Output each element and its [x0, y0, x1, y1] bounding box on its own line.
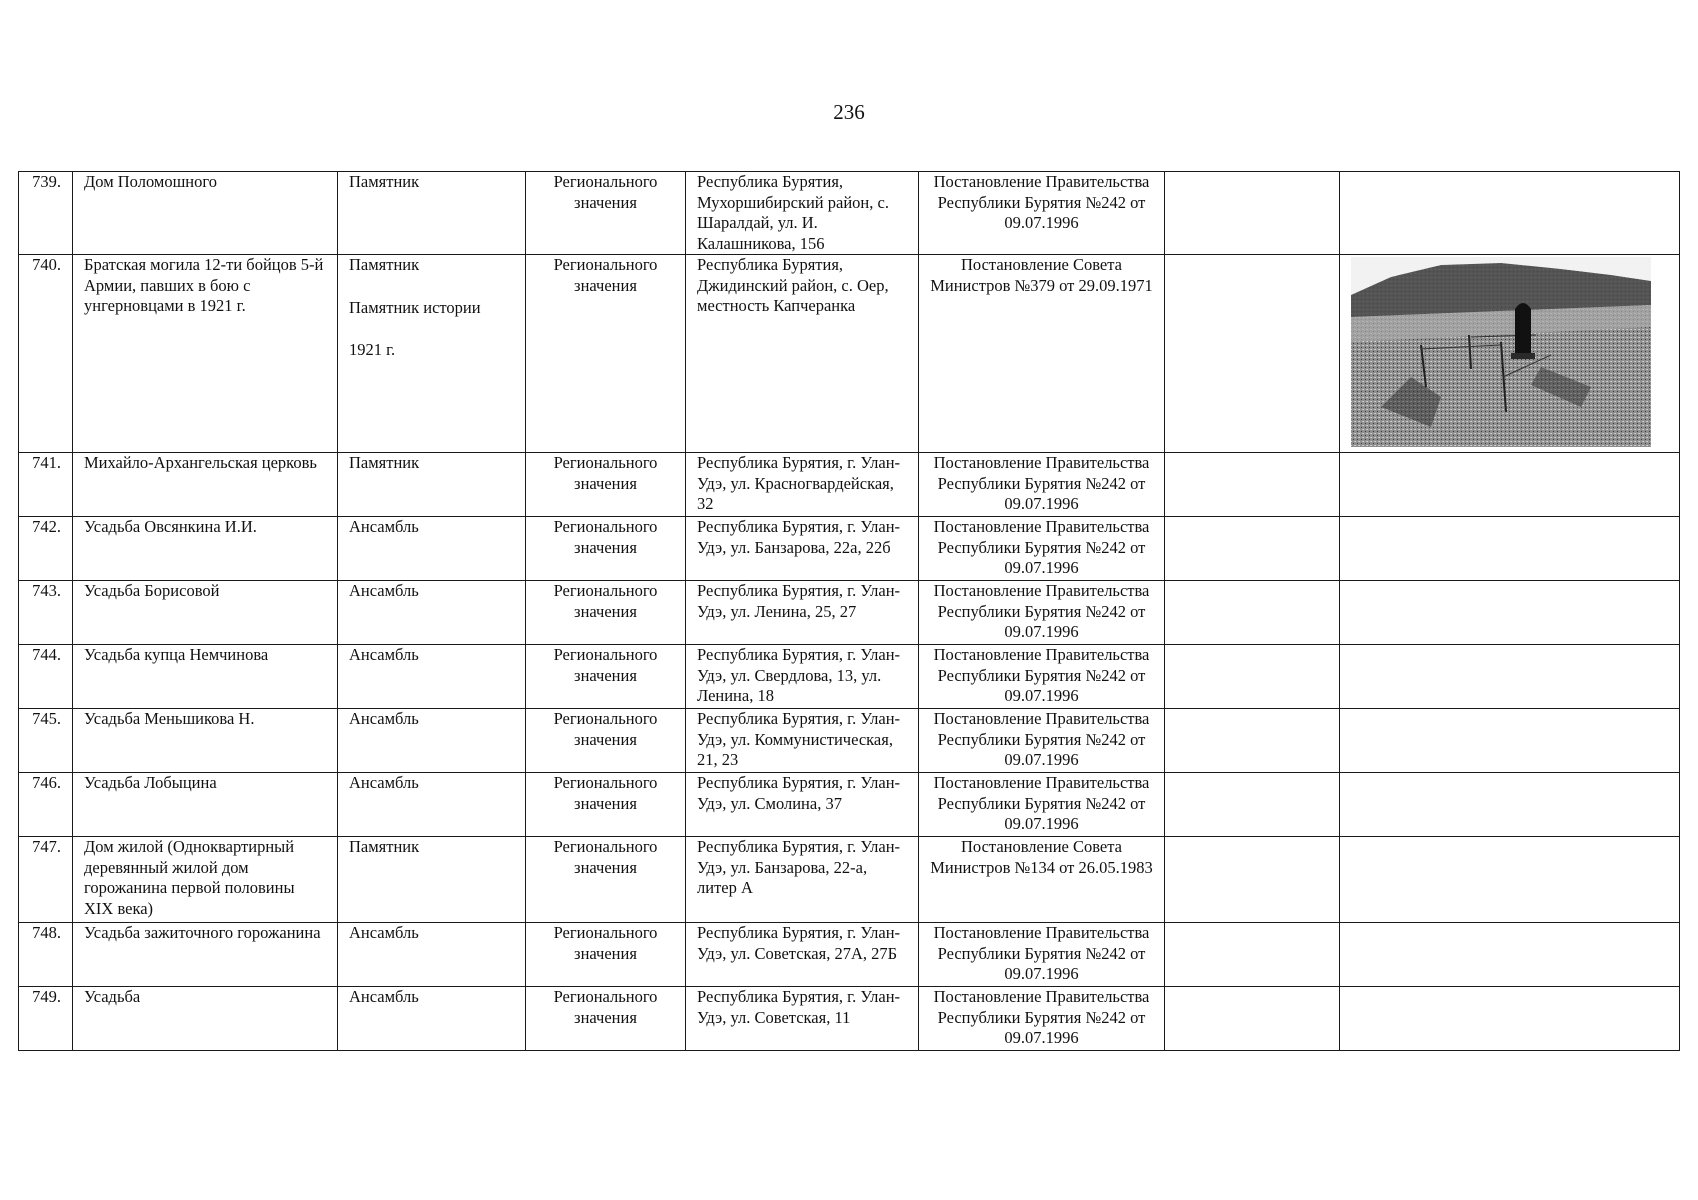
- table-row: [19, 773, 1680, 837]
- significance: Регионального значения: [526, 581, 686, 645]
- type-line: Памятник истории: [349, 297, 481, 317]
- type-line: Ансамбль: [349, 581, 419, 600]
- object-type: [338, 645, 526, 709]
- column-7-cell: [1165, 837, 1340, 923]
- address: Республика Бурятия, Джидинский район, с. Оер, местность Капчеранка: [686, 255, 919, 453]
- object-name: Усадьба Лобыцина: [73, 773, 338, 837]
- legal-document: Постановление Правительства Республики Бурятия №242 от 09.07.1996: [919, 923, 1165, 987]
- type-line: Памятник: [349, 255, 420, 274]
- object-type: [338, 453, 526, 517]
- object-type: [338, 987, 526, 1051]
- table-row: [19, 255, 1680, 453]
- legal-document: Постановление Правительства Республики Бурятия №242 от 09.07.1996: [919, 581, 1165, 645]
- object-name: Дом Поломошного: [73, 172, 338, 255]
- legal-document: Постановление Совета Министров №134 от 26.05.1983: [919, 837, 1165, 923]
- address: Республика Бурятия, г. Улан-Удэ, ул. Советская, 11: [686, 987, 919, 1051]
- type-line: Ансамбль: [349, 987, 419, 1006]
- row-number: 739.: [19, 172, 73, 255]
- significance: Регионального значения: [526, 987, 686, 1051]
- column-7-cell: [1165, 453, 1340, 517]
- table-row: [19, 517, 1680, 581]
- legal-document: Постановление Правительства Республики Бурятия №242 от 09.07.1996: [919, 773, 1165, 837]
- photo-cell: [1340, 581, 1680, 645]
- object-name: Усадьба: [73, 987, 338, 1051]
- address: Республика Бурятия, г. Улан-Удэ, ул. Советская, 27А, 27Б: [686, 923, 919, 987]
- table-row: [19, 645, 1680, 709]
- address: Республика Бурятия, г. Улан-Удэ, ул. Ленина, 25, 27: [686, 581, 919, 645]
- column-7-cell: [1165, 923, 1340, 987]
- object-name: Усадьба Меньшикова Н.: [73, 709, 338, 773]
- column-7-cell: [1165, 255, 1340, 453]
- photo-cell: [1340, 987, 1680, 1051]
- row-number: 745.: [19, 709, 73, 773]
- address: Республика Бурятия, г. Улан-Удэ, ул. Банзарова, 22-а, литер А: [686, 837, 919, 923]
- column-7-cell: [1165, 581, 1340, 645]
- legal-document: Постановление Правительства Республики Бурятия №242 от 09.07.1996: [919, 172, 1165, 255]
- legal-document: Постановление Совета Министров №379 от 29.09.1971: [919, 255, 1165, 453]
- photo-cell: [1340, 923, 1680, 987]
- page-number: 236: [833, 100, 865, 124]
- type-line: Памятник: [349, 837, 420, 856]
- legal-document: Постановление Правительства Республики Бурятия №242 от 09.07.1996: [919, 453, 1165, 517]
- photo-cell: [1340, 837, 1680, 923]
- type-line: Памятник: [349, 453, 420, 472]
- row-number: 746.: [19, 773, 73, 837]
- memorial-photo: [1351, 257, 1651, 447]
- object-name: Усадьба Овсянкина И.И.: [73, 517, 338, 581]
- photo-cell: [1340, 255, 1680, 453]
- table-row: [19, 172, 1680, 255]
- significance: Регионального значения: [526, 923, 686, 987]
- table-body: [19, 172, 1680, 1051]
- address: Республика Бурятия, г. Улан-Удэ, ул. Свердлова, 13, ул. Ленина, 18: [686, 645, 919, 709]
- table-row: [19, 581, 1680, 645]
- type-line: Ансамбль: [349, 709, 419, 728]
- address: Республика Бурятия, Мухоршибирский район, с. Шаралдай, ул. И. Калашникова, 156: [686, 172, 919, 255]
- type-line: Памятник: [349, 172, 420, 191]
- table-row: [19, 837, 1680, 923]
- photo-cell: [1340, 517, 1680, 581]
- legal-document: Постановление Правительства Республики Бурятия №242 от 09.07.1996: [919, 987, 1165, 1051]
- object-name: Усадьба Борисовой: [73, 581, 338, 645]
- legal-document: Постановление Правительства Республики Бурятия №242 от 09.07.1996: [919, 517, 1165, 581]
- address: Республика Бурятия, г. Улан-Удэ, ул. Коммунистическая, 21, 23: [686, 709, 919, 773]
- memorial-photo-image: [1351, 257, 1651, 447]
- object-name: Братская могила 12-ти бойцов 5-й Армии, павших в бою с унгерновцами в 1921 г.: [73, 255, 338, 453]
- significance: Регионального значения: [526, 172, 686, 255]
- object-type: [338, 172, 526, 255]
- heritage-registry-table: [18, 171, 1680, 1051]
- table-row: [19, 709, 1680, 773]
- address: Республика Бурятия, г. Улан-Удэ, ул. Банзарова, 22а, 22б: [686, 517, 919, 581]
- column-7-cell: [1165, 517, 1340, 581]
- object-type: [338, 581, 526, 645]
- significance: Регионального значения: [526, 255, 686, 453]
- object-type: [338, 255, 526, 453]
- address: Республика Бурятия, г. Улан-Удэ, ул. Красногвардейская, 32: [686, 453, 919, 517]
- type-line: Ансамбль: [349, 923, 419, 942]
- column-7-cell: [1165, 773, 1340, 837]
- object-name: Усадьба купца Немчинова: [73, 645, 338, 709]
- photo-cell: [1340, 453, 1680, 517]
- object-type: [338, 837, 526, 923]
- row-number: 744.: [19, 645, 73, 709]
- object-type: [338, 923, 526, 987]
- photo-cell: [1340, 172, 1680, 255]
- significance: Регионального значения: [526, 453, 686, 517]
- object-type: [338, 773, 526, 837]
- row-number: 748.: [19, 923, 73, 987]
- object-name: Усадьба зажиточного горожанина: [73, 923, 338, 987]
- row-number: 743.: [19, 581, 73, 645]
- column-7-cell: [1165, 172, 1340, 255]
- row-number: 747.: [19, 837, 73, 923]
- significance: Регионального значения: [526, 645, 686, 709]
- table-row: [19, 453, 1680, 517]
- column-7-cell: [1165, 645, 1340, 709]
- column-7-cell: [1165, 987, 1340, 1051]
- row-number: 741.: [19, 453, 73, 517]
- photo-cell: [1340, 645, 1680, 709]
- significance: Регионального значения: [526, 517, 686, 581]
- significance: Регионального значения: [526, 837, 686, 923]
- object-type: [338, 709, 526, 773]
- type-spacer: [349, 276, 514, 298]
- type-line: Ансамбль: [349, 773, 419, 792]
- table-row: [19, 923, 1680, 987]
- address: Республика Бурятия, г. Улан-Удэ, ул. Смолина, 37: [686, 773, 919, 837]
- object-type: [338, 517, 526, 581]
- row-number: 742.: [19, 517, 73, 581]
- significance: Регионального значения: [526, 773, 686, 837]
- significance: Регионального значения: [526, 709, 686, 773]
- row-number: 749.: [19, 987, 73, 1051]
- photo-cell: [1340, 773, 1680, 837]
- column-7-cell: [1165, 709, 1340, 773]
- object-name: Дом жилой (Одноквартирный деревянный жилой дом горожанина первой половины XIX века): [73, 837, 338, 923]
- object-name: Михайло-Архангельская церковь: [73, 453, 338, 517]
- legal-document: Постановление Правительства Республики Бурятия №242 от 09.07.1996: [919, 645, 1165, 709]
- type-line: Ансамбль: [349, 517, 419, 536]
- photo-cell: [1340, 709, 1680, 773]
- type-spacer: [349, 318, 514, 340]
- table-row: [19, 987, 1680, 1051]
- type-line: Ансамбль: [349, 645, 419, 664]
- type-line: 1921 г.: [349, 340, 396, 359]
- row-number: 740.: [19, 255, 73, 453]
- legal-document: Постановление Правительства Республики Бурятия №242 от 09.07.1996: [919, 709, 1165, 773]
